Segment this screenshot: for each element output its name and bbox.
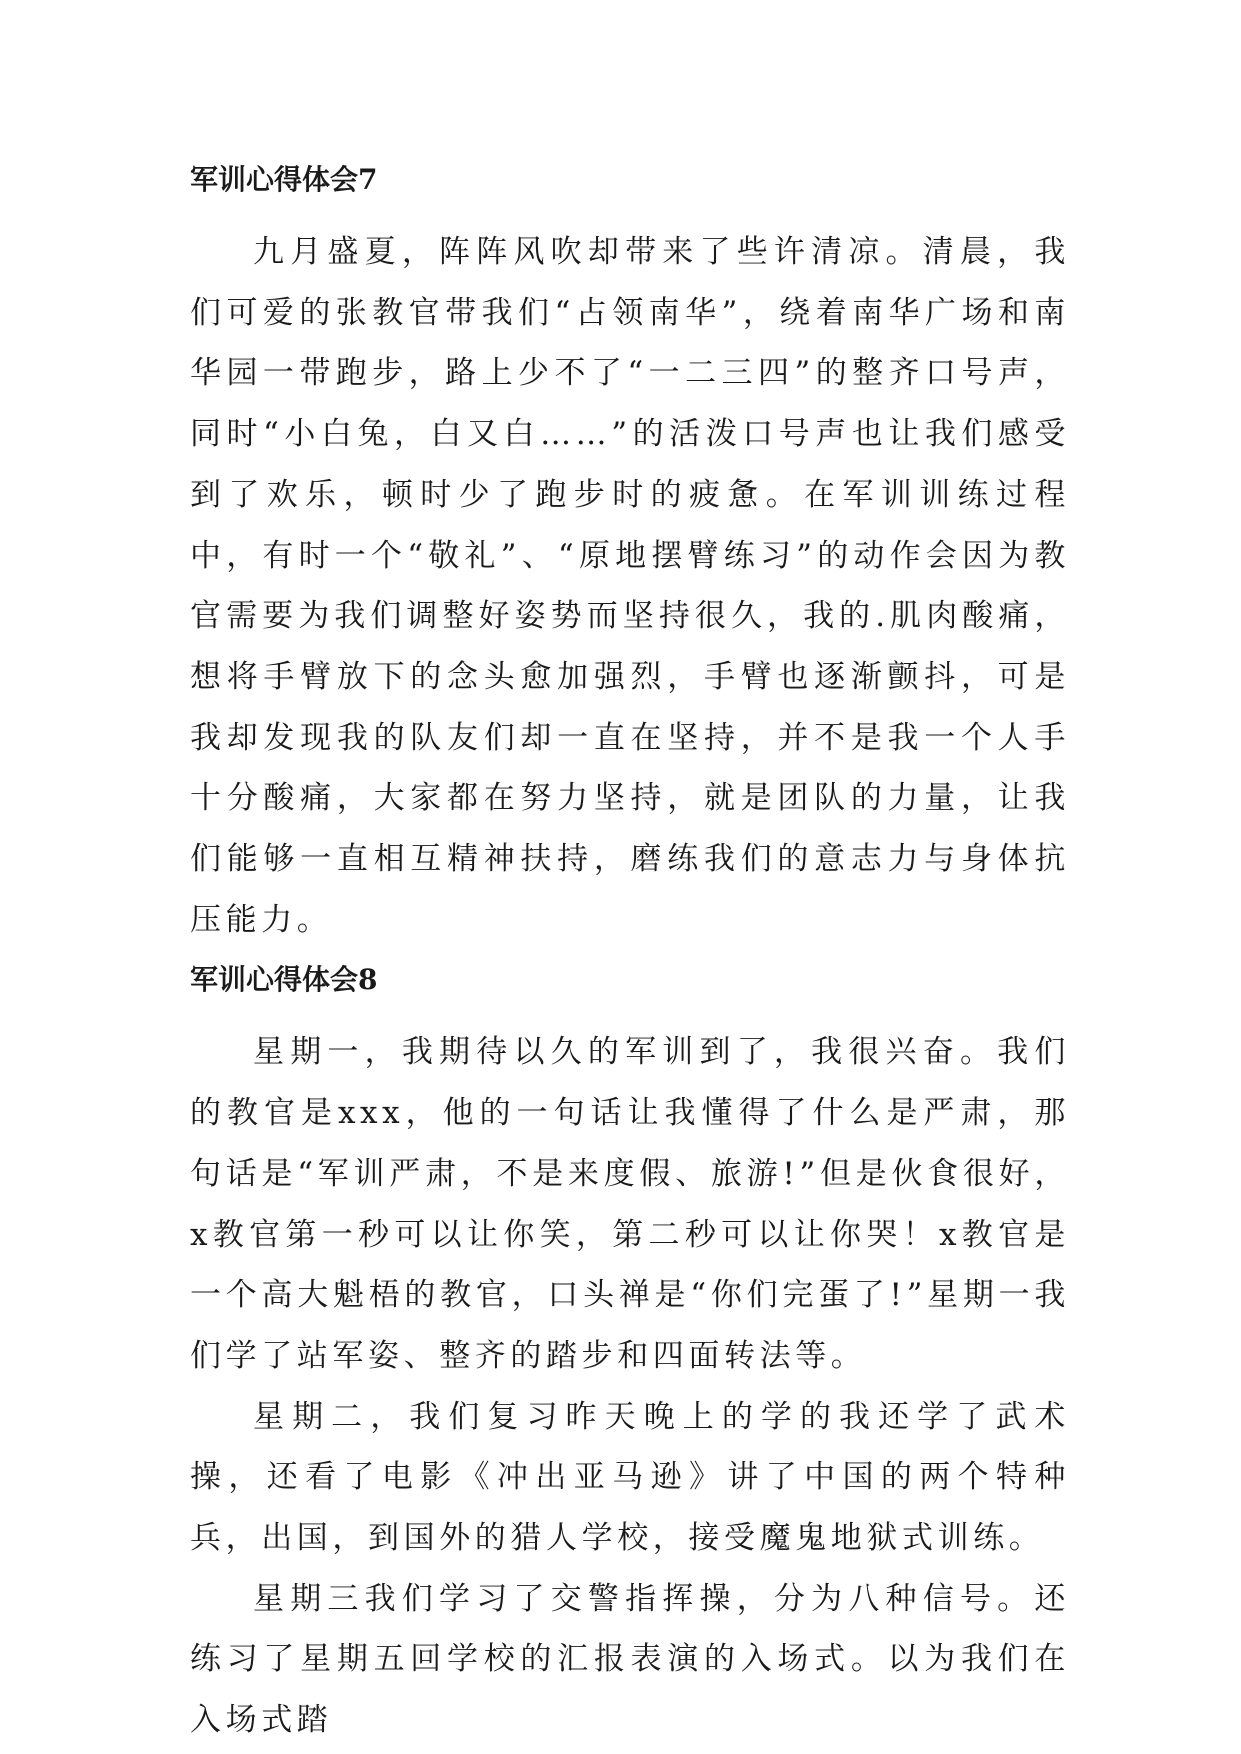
section-7 [190,150,1070,950]
section-title: 军训心得体会7 [190,163,378,196]
section-title: 军训心得体会8 [190,963,378,997]
paragraph: 星期二，我们复习昨天晚上的学的我还学了武术操，还看了电影《冲出亚马逊》讲了中国的两个特种兵，出国，到国外的猎人学校，接受魔鬼地狱式训练。 [190,1398,1070,1557]
document-page [190,150,1070,1751]
paragraph: 九月盛夏，阵阵风吹却带来了些许清凉。清晨，我们可爱的张教官带我们“占领南华”，绕着南华广场和南华园一带跑步，路上少不了“一二三四”的整齐口号声，同时“小白兔，白又白……”的活泼口号声也让我们感受到了欢乐，顿时少了跑步时的疲惫。在军训训练过程中，有时一个“敬礼”、“原地摆臂练习”的动作会因为教官需要为我们调整好姿势而坚持很久，我的.肌肉酸痛，想将手臂放下的念头愈加强烈，手臂也逐渐颤抖，可是我却发现我的队友们却一直在坚持，并不是我一个人手十分酸痛，大家都在努力坚持，就是团队的力量，让我们能够一直相互精神扶持，磨练我们的意志力与身体抗压能力。 [190,234,1070,938]
paragraph: 星期三我们学习了交警指挥操，分为八种信号。还练习了星期五回学校的汇报表演的入场式。以为我们在入场式踏 [190,1580,1070,1739]
paragraph: 星期一，我期待以久的军训到了，我很兴奋。我们的教官是xxx，他的一句话让我懂得了什么是严肃，那句话是“军训严肃，不是来度假、旅游!”但是伙食很好，x教官第一秒可以让你笑，第二秒可以让你哭！x教官是一个高大魁梧的教官，口头禅是“你们完蛋了!”星期一我们学了站军姿、整齐的踏步和四面转法等。 [190,1034,1070,1374]
section-8 [190,950,1070,1750]
